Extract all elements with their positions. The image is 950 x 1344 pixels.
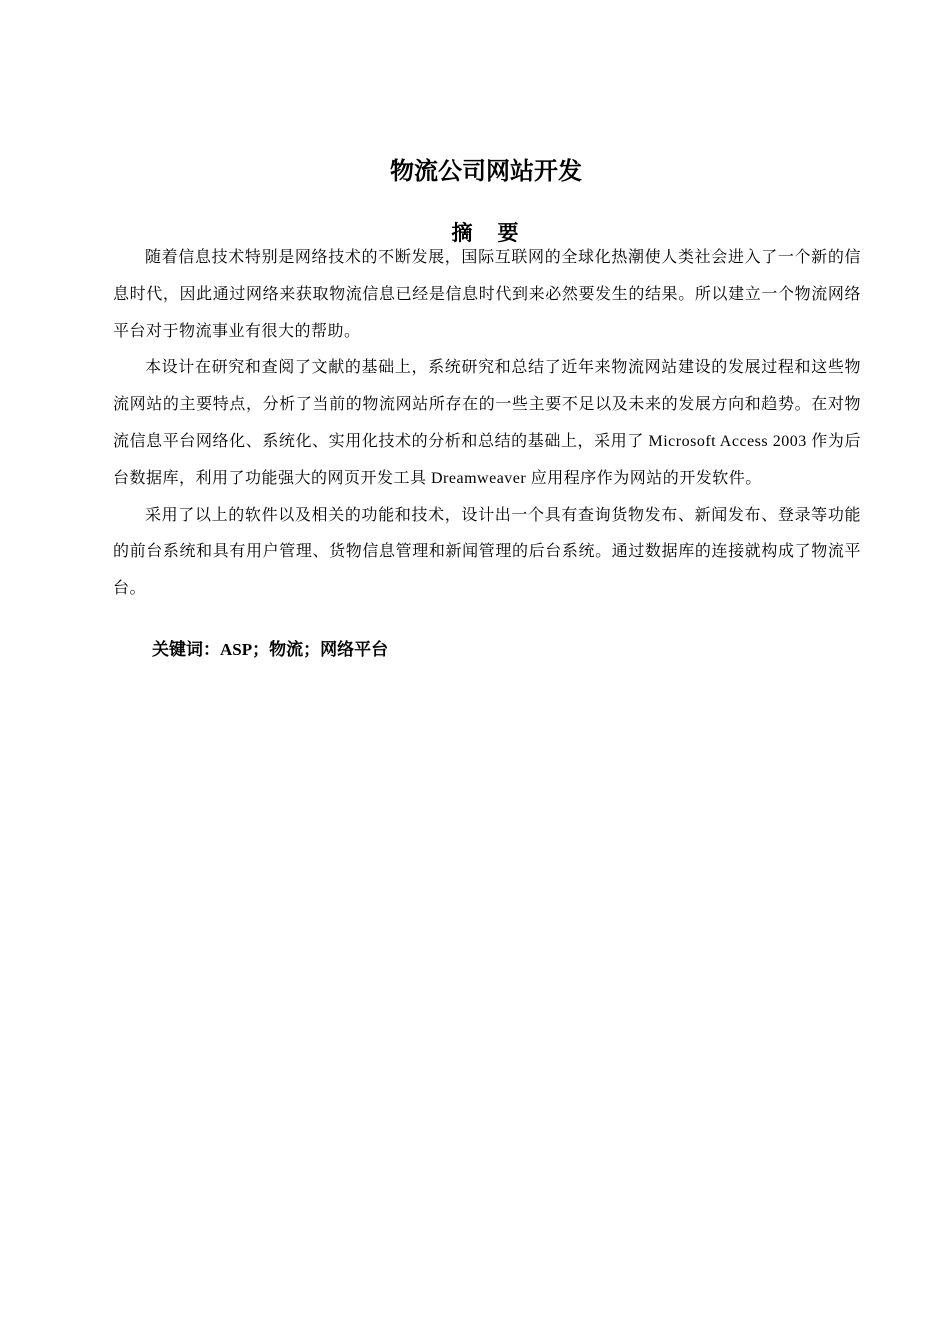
keywords-label: 关键词：	[152, 640, 220, 660]
keywords-value: ASP；物流；网络平台	[220, 640, 389, 659]
abstract-paragraph-2: 本设计在研究和查阅了文献的基础上，系统研究和总结了近年来物流网站建设的发展过程和这些物流网站的主要特点，分析了当前的物流网站所存在的一些主要不足以及未来的发展方向和趋势。在对物流信息平台网络化、系统化、实用化技术的分析和总结的基础上，采用了 Microsoft Access 2003 作为后台数据库，利用了功能强大的网页开发工具 Dreamweaver 应用程序作为网站的开发软件。	[113, 359, 861, 487]
abstract-paragraph-3: 采用了以上的软件以及相关的功能和技术，设计出一个具有查询货物发布、新闻发布、登录等功能的前台系统和具有用户管理、货物信息管理和新闻管理的后台系统。通过数据库的连接就构成了物流平台。	[113, 506, 861, 598]
abstract-heading: 摘 要	[451, 221, 521, 245]
keywords-line	[152, 636, 388, 664]
abstract-paragraph-1: 随着信息技术特别是网络技术的不断发展，国际互联网的全球化热潮使人类社会进入了一个新的信息时代，因此通过网络来获取物流信息已经是信息时代到来必然要发生的结果。所以建立一个物流网络平台对于物流事业有很大的帮助。	[113, 249, 861, 340]
document-title: 物流公司网站开发	[390, 157, 582, 185]
abstract-body	[113, 240, 861, 608]
